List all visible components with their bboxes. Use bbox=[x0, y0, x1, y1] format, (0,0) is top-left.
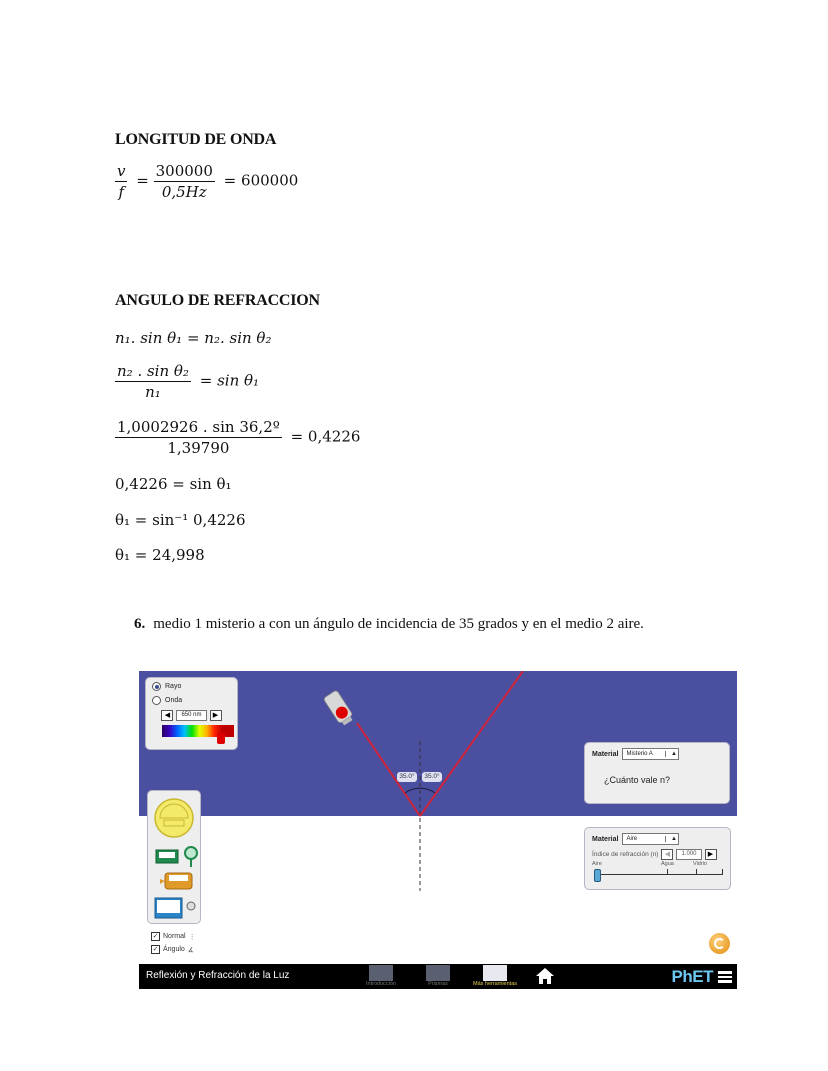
wavelength-stepper bbox=[152, 710, 231, 721]
toolbox-icons bbox=[148, 791, 202, 925]
eq-denominator: 1,39790 bbox=[167, 439, 230, 457]
top-material-select[interactable] bbox=[622, 748, 679, 760]
radio-empty-icon bbox=[152, 696, 161, 705]
home-icon[interactable] bbox=[535, 967, 555, 985]
angle-icon: ∡ bbox=[187, 946, 195, 954]
view-options bbox=[151, 932, 196, 954]
index-value: 1.000 bbox=[676, 849, 701, 860]
wavelength-value: 650 nm bbox=[176, 710, 206, 721]
question-number: 6. bbox=[134, 616, 146, 632]
index-increase-button[interactable]: ▶ bbox=[705, 849, 717, 860]
intensity-meter-icon[interactable] bbox=[156, 847, 197, 867]
reflected-ray bbox=[420, 671, 523, 816]
index-slider-thumb[interactable] bbox=[594, 869, 601, 882]
dropdown-arrow-icon: ▲ bbox=[665, 751, 678, 757]
phet-simulation bbox=[139, 671, 737, 989]
top-medium-panel bbox=[584, 742, 730, 804]
index-decrease-button[interactable]: ◀ bbox=[661, 849, 673, 860]
eq-rhs: = 0,4226 bbox=[290, 427, 361, 446]
eq-numerator: n₂ . sin θ₂ bbox=[117, 362, 189, 380]
tab-label: Prismas bbox=[428, 981, 448, 987]
protractor-icon[interactable] bbox=[155, 799, 193, 837]
prism-thumbnail-icon bbox=[426, 965, 450, 981]
light-source-panel bbox=[145, 677, 238, 750]
checkbox-label: Ángulo bbox=[163, 946, 185, 953]
normal-line-icon: ⋮ bbox=[188, 933, 196, 941]
ray-mode-radio[interactable] bbox=[152, 682, 231, 691]
wavelength-decrease-button[interactable]: ◀ bbox=[161, 710, 173, 721]
more-tools-thumbnail-icon bbox=[483, 965, 507, 981]
laser-pointer-icon bbox=[323, 690, 355, 727]
reset-icon bbox=[714, 938, 725, 949]
tick-mark bbox=[696, 869, 697, 875]
wave-sensor-icon[interactable] bbox=[155, 898, 195, 918]
wavelength-slider[interactable] bbox=[162, 725, 222, 737]
radio-label: Onda bbox=[165, 697, 183, 704]
eq-denominator: 0,5Hz bbox=[161, 183, 207, 201]
eq-denominator: n₁ bbox=[145, 383, 161, 401]
sim-title: Reflexión y Refracción de la Luz bbox=[146, 970, 290, 981]
eq-numerator: 1,0002926 . sin 36,2º bbox=[117, 418, 280, 436]
speed-meter-icon[interactable] bbox=[160, 873, 192, 889]
tab-label: Introducción bbox=[366, 981, 396, 987]
sim-navbar bbox=[139, 964, 737, 989]
tab-introduccion[interactable] bbox=[353, 965, 409, 987]
dropdown-arrow-icon: ▲ bbox=[665, 836, 678, 842]
material-label: Material bbox=[592, 835, 619, 843]
incident-angle-label: 35.0° bbox=[397, 772, 417, 782]
hamburger-menu-icon[interactable] bbox=[718, 971, 732, 982]
refraction-index-label: Índice de refracción (n) bbox=[592, 851, 659, 858]
slider-track bbox=[596, 874, 722, 875]
arcsin-step: θ₁ = sin⁻¹ 0,4226 bbox=[115, 511, 246, 529]
snell-rearranged bbox=[115, 362, 259, 401]
wavelength-slider-thumb[interactable] bbox=[217, 733, 225, 744]
snell-substituted bbox=[115, 418, 360, 457]
incident-ray bbox=[357, 723, 420, 816]
reset-all-button[interactable] bbox=[709, 933, 730, 954]
wavelength-increase-button[interactable]: ▶ bbox=[210, 710, 222, 721]
checkbox-checked-icon: ✓ bbox=[152, 933, 159, 940]
checkbox-checked-icon: ✓ bbox=[152, 946, 159, 953]
tab-label: Más herramientas bbox=[472, 981, 518, 987]
eq-rhs: = sin θ₁ bbox=[199, 371, 260, 390]
select-value: Aire bbox=[626, 836, 638, 842]
eq-sign: = bbox=[223, 171, 237, 190]
radio-selected-icon bbox=[152, 682, 161, 691]
refraction-heading: ANGULO DE REFRACCION bbox=[115, 292, 320, 309]
bottom-material-select[interactable] bbox=[622, 833, 679, 845]
wavelength-equation bbox=[115, 162, 298, 201]
tab-mas-herramientas[interactable] bbox=[467, 965, 523, 987]
eq-numerator: 300000 bbox=[155, 162, 213, 180]
eq-denominator: f bbox=[118, 183, 125, 201]
unknown-index-prompt: ¿Cuánto vale n? bbox=[604, 775, 671, 785]
tick-mark bbox=[667, 869, 668, 875]
intro-thumbnail-icon bbox=[369, 965, 393, 981]
sin-theta-value: 0,4226 = sin θ₁ bbox=[115, 475, 232, 493]
tick-mark bbox=[722, 869, 723, 875]
normal-checkbox[interactable] bbox=[151, 932, 196, 941]
theta-result: θ₁ = 24,998 bbox=[115, 546, 205, 564]
index-slider[interactable] bbox=[592, 860, 723, 882]
question-6 bbox=[134, 616, 644, 633]
toolbox-panel bbox=[147, 790, 201, 924]
eq-result: 600000 bbox=[241, 171, 299, 190]
tab-prismas[interactable] bbox=[410, 965, 466, 987]
radio-label: Rayo bbox=[165, 683, 182, 690]
snell-law: n₁. sin θ₁ = n₂. sin θ₂ bbox=[115, 329, 272, 347]
checkbox-label: Normal bbox=[163, 933, 186, 940]
material-label: Material bbox=[592, 750, 619, 758]
eq-sign: = bbox=[136, 171, 149, 190]
tick-label-glass: Vidrio bbox=[693, 861, 707, 867]
wavelength-heading: LONGITUD DE ONDA bbox=[115, 131, 277, 148]
phet-logo[interactable]: PhET bbox=[671, 967, 713, 986]
tick-label-air: Aire bbox=[592, 861, 602, 867]
angle-checkbox[interactable] bbox=[151, 945, 196, 954]
bottom-medium-panel bbox=[584, 827, 731, 890]
tick-label-water: Agua bbox=[661, 861, 674, 867]
question-text: medio 1 misterio a con un ángulo de incidencia de 35 grados y en el medio 2 aire. bbox=[153, 616, 644, 632]
wave-mode-radio[interactable] bbox=[152, 696, 231, 705]
eq-numerator: v bbox=[117, 162, 126, 180]
reflected-angle-label: 35.0° bbox=[422, 772, 442, 782]
select-value: Misterio A bbox=[626, 751, 653, 757]
